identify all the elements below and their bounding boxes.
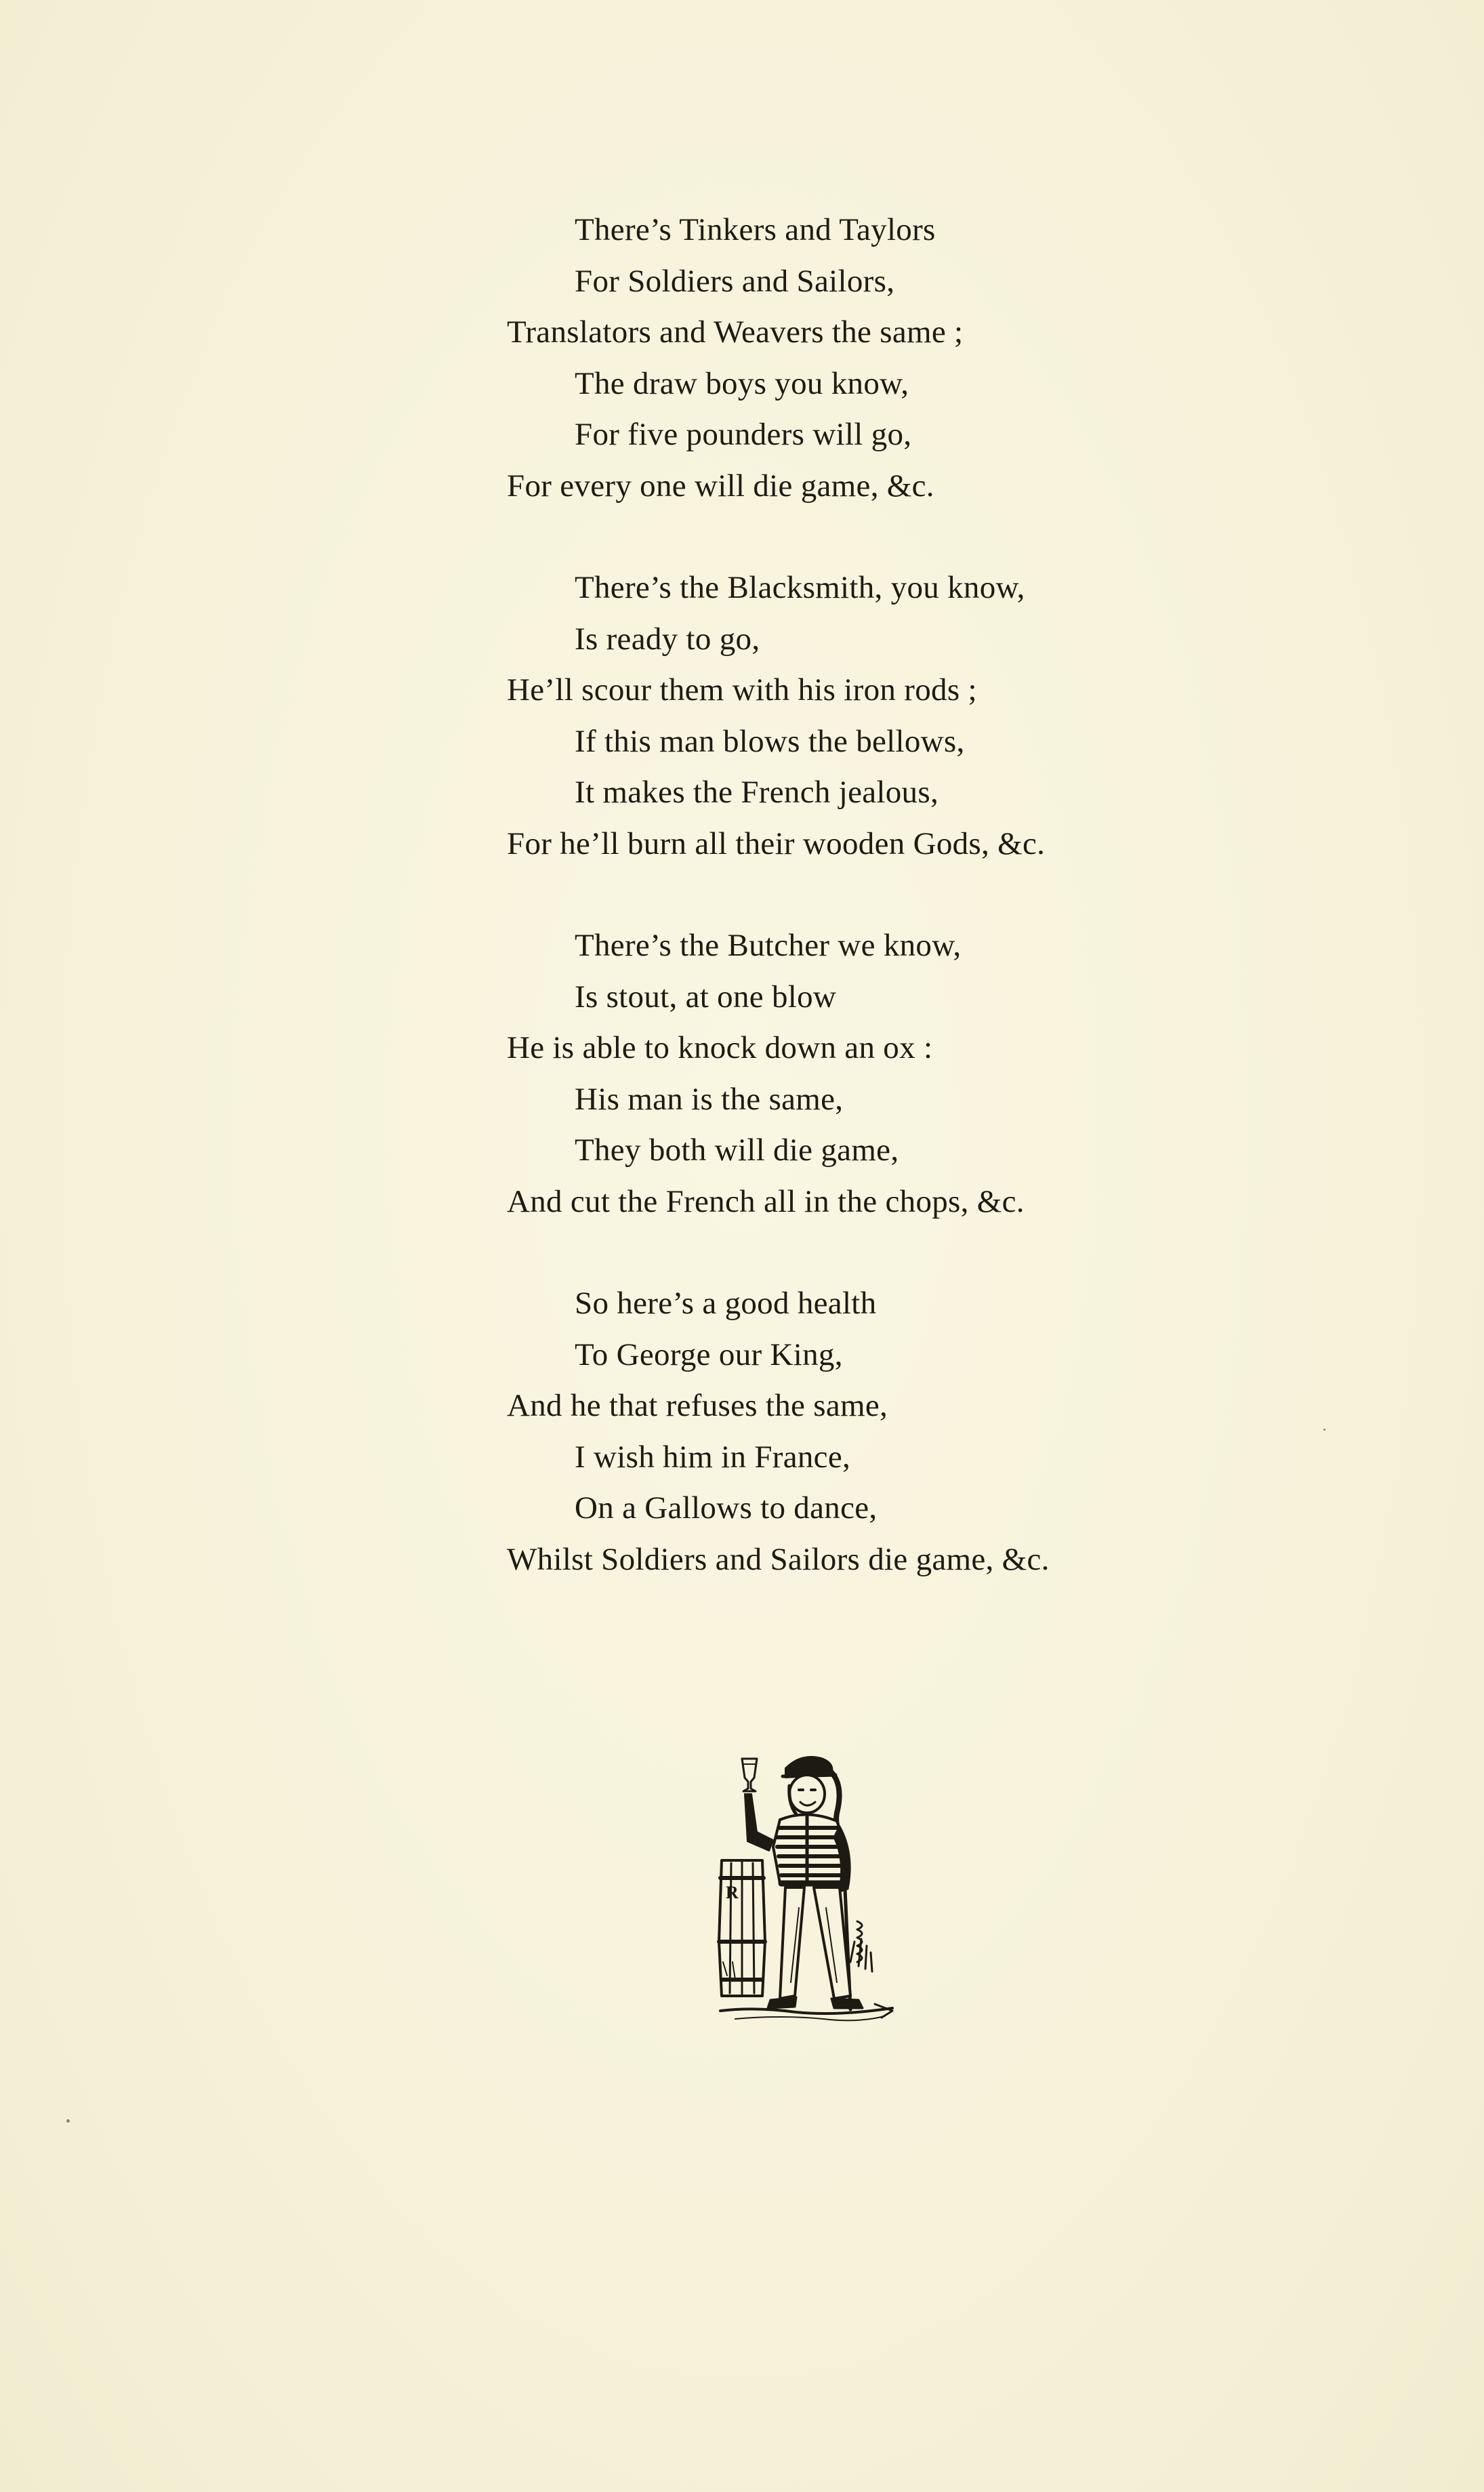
poem-line: His man is the same, — [575, 1081, 844, 1117]
stanza-1 — [507, 205, 1388, 512]
poem-line: For five pounders will go, — [575, 417, 912, 452]
poem-line: There’s Tinkers and Taylors — [575, 212, 936, 247]
poem-line: For every one will die game, &c. — [507, 468, 934, 504]
poem-line: There’s the Butcher we know, — [575, 928, 962, 963]
poem-line: If this man blows the bellows, — [575, 723, 965, 759]
poem-line: To George our King, — [575, 1336, 843, 1372]
paper-speck — [66, 2119, 70, 2123]
poem-line: He’ll scour them with his iron rods ; — [507, 672, 977, 708]
poem-line: On a Gallows to dance, — [575, 1490, 878, 1526]
paper-speck — [1323, 1429, 1325, 1431]
barrel-lettering: R — [726, 1883, 739, 1902]
sailor-with-glass-icon — [715, 1738, 911, 2037]
poem-line: I wish him in France, — [575, 1439, 851, 1475]
poem — [507, 205, 1388, 1636]
poem-line: Translators and Weavers the same ; — [507, 314, 964, 350]
poem-line: He is able to knock down an ox : — [507, 1030, 933, 1065]
poem-line: There’s the Blacksmith, you know, — [575, 570, 1025, 605]
poem-line: For he’ll burn all their wooden Gods, &c. — [507, 825, 1046, 861]
poem-line: They both will die game, — [575, 1132, 899, 1168]
poem-line: Is stout, at one blow — [575, 979, 837, 1015]
poem-line: And cut the French all in the chops, &c. — [507, 1183, 1025, 1219]
poem-line: For Soldiers and Sailors, — [575, 263, 895, 299]
stanza-2 — [507, 563, 1388, 870]
poem-line: Is ready to go, — [575, 621, 760, 657]
stanza-4 — [507, 1278, 1388, 1585]
stanza-3 — [507, 920, 1388, 1227]
poem-line: Whilst Soldiers and Sailors die game, &c. — [507, 1541, 1050, 1577]
poem-line: And he that refuses the same, — [507, 1388, 888, 1423]
poem-line: The draw boys you know, — [575, 365, 909, 401]
poem-line: So here’s a good health — [575, 1286, 877, 1321]
poem-line: It makes the French jealous, — [575, 775, 939, 810]
